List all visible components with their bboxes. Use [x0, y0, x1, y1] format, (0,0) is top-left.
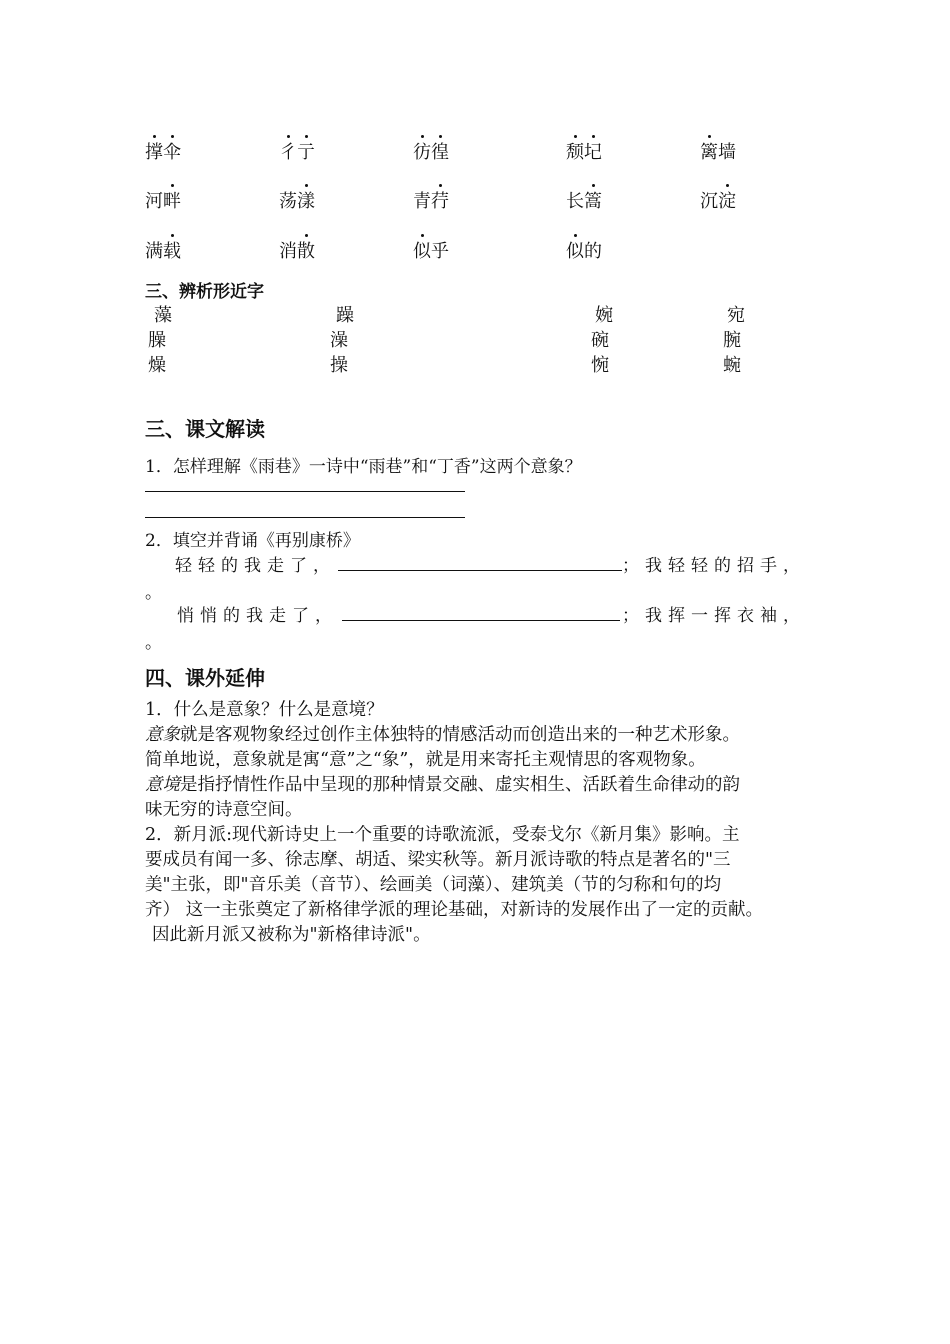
- word-0-3: [566, 142, 602, 164]
- section-title-bianxi: 三、辨析形近字: [145, 282, 264, 302]
- kewai-question-1: 1．什么是意象？什么是意境？: [145, 700, 384, 720]
- yixiang-definition: [145, 723, 740, 748]
- word-0-4: [700, 142, 736, 164]
- similar-char: 躁: [336, 305, 354, 326]
- similar-char: 蜿: [723, 355, 741, 376]
- dotted-char: 徨: [431, 142, 449, 163]
- dotted-char: 散: [297, 241, 315, 262]
- question-1: 1．怎样理解《雨巷》一诗中“雨巷”和“丁香”这两个意象？: [145, 457, 582, 477]
- dotted-char: 似: [566, 241, 584, 262]
- similar-char: 碗: [591, 330, 609, 351]
- dotted-char: 亍: [297, 142, 315, 163]
- word-char: 长: [566, 191, 584, 212]
- word-char: 沉: [700, 191, 718, 212]
- similar-char: 婉: [595, 305, 613, 326]
- xinyue-line-4: 齐） 这一主张奠定了新格律学派的理论基础，对新诗的发展作出了一定的贡献。: [145, 900, 764, 920]
- xinyue-line-5: 因此新月派又被称为"新格律诗派"。: [152, 925, 431, 945]
- answer-line-2[interactable]: [145, 517, 465, 518]
- dotted-char: 载: [163, 241, 181, 262]
- yijing-definition: [145, 773, 740, 798]
- similar-char: 惋: [591, 355, 609, 376]
- dotted-char: 荇: [431, 191, 449, 212]
- dotted-char: 颓: [566, 142, 584, 163]
- yixiang-definition-line2: 简单地说，意象就是寓“意”之“象”，就是用来寄托主观情思的客观物象。: [145, 750, 706, 770]
- word-0-1: [279, 142, 315, 164]
- poem-line-1-period: 。: [145, 583, 162, 603]
- term-yijing: 意境: [145, 775, 180, 795]
- word-1-4: [700, 191, 736, 213]
- xinyue-line-3: 美"主张，即"音乐美（音节）、绘画美（词藻）、建筑美（节的匀称和句的均: [145, 875, 722, 895]
- section-title-kewen: 三、课文解读: [145, 417, 265, 441]
- word-0-2: [413, 142, 449, 164]
- dotted-char: 圮: [584, 142, 602, 163]
- similar-char: 燥: [148, 355, 166, 376]
- section-title-kewai: 四、课外延伸: [145, 666, 265, 690]
- poem-blank-2[interactable]: [342, 601, 620, 621]
- word-char: 荡: [279, 191, 297, 212]
- word-1-1: [279, 191, 315, 213]
- word-1-0: [145, 191, 181, 213]
- word-0-0: [145, 142, 181, 164]
- term-yixiang: 意象: [145, 725, 180, 745]
- xinyue-line-2: 要成员有闻一多、徐志摩、胡适、梁实秋等。新月派诗歌的特点是著名的"三: [145, 850, 731, 870]
- dotted-char: 彷: [413, 142, 431, 163]
- word-2-2: [413, 241, 449, 263]
- similar-char: 藻: [154, 305, 172, 326]
- word-char: 满: [145, 241, 163, 262]
- yijing-definition-line2: 味无穷的诗意空间。: [145, 800, 303, 820]
- word-2-3: [566, 241, 602, 263]
- similar-char: 操: [330, 355, 348, 376]
- poem-line-2-start: 悄悄的我走了，: [177, 606, 338, 626]
- similar-char: 澡: [330, 330, 348, 351]
- word-char: 消: [279, 241, 297, 262]
- dotted-char: 漾: [297, 191, 315, 212]
- word-char: 青: [413, 191, 431, 212]
- dotted-char: 似: [413, 241, 431, 262]
- dotted-char: 篙: [584, 191, 602, 212]
- poem-line-2-end: ；我挥一挥衣袖，: [622, 606, 806, 626]
- similar-char: 腕: [723, 330, 741, 351]
- word-1-3: [566, 191, 602, 213]
- word-char: 墙: [718, 142, 736, 163]
- question-2: 2．填空并背诵《再别康桥》: [145, 531, 360, 551]
- yijing-definition-text: 是指抒情性作品中呈现的那种情景交融、虚实相生、活跃着生命律动的韵: [180, 775, 740, 795]
- word-char: 河: [145, 191, 163, 212]
- word-2-0: [145, 241, 181, 263]
- dotted-char: 伞: [163, 142, 181, 163]
- xinyue-line-1: 2．新月派:现代新诗史上一个重要的诗歌流派，受泰戈尔《新月集》影响。主: [145, 825, 740, 845]
- word-2-1: [279, 241, 315, 263]
- word-1-2: [413, 191, 449, 213]
- poem-blank-1[interactable]: [338, 551, 622, 571]
- answer-line-1[interactable]: [145, 491, 465, 492]
- poem-line-1-end: ；我轻轻的招手，: [622, 556, 806, 576]
- similar-char: 臊: [148, 330, 166, 351]
- similar-char: 宛: [727, 305, 745, 326]
- dotted-char: 畔: [163, 191, 181, 212]
- poem-line-2-period: 。: [145, 633, 162, 653]
- yixiang-definition-text: 就是客观物象经过创作主体独特的情感活动而创造出来的一种艺术形象。: [180, 725, 740, 745]
- word-char: 乎: [431, 241, 449, 262]
- dotted-char: 彳: [279, 142, 297, 163]
- dotted-char: 篱: [700, 142, 718, 163]
- word-char: 的: [584, 241, 602, 262]
- dotted-char: 淀: [718, 191, 736, 212]
- dotted-char: 撑: [145, 142, 163, 163]
- poem-line-1-start: 轻轻的我走了，: [175, 556, 336, 576]
